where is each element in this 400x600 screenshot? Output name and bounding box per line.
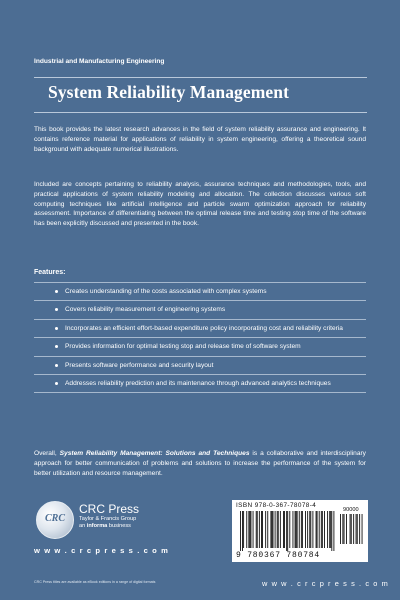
barcode-stripe bbox=[302, 511, 303, 548]
features-heading: Features: bbox=[34, 269, 66, 276]
barcode-stripe bbox=[249, 511, 250, 548]
small-barcode-stripe bbox=[340, 514, 341, 544]
barcode-stripe bbox=[333, 511, 334, 551]
small-barcode-stripe bbox=[346, 514, 347, 544]
bullet-icon bbox=[55, 290, 58, 293]
small-barcode-stripe bbox=[353, 514, 354, 544]
barcode-stripe bbox=[317, 511, 318, 548]
barcode-stripe bbox=[316, 511, 317, 548]
barcode-stripe bbox=[246, 511, 247, 548]
barcode-stripe bbox=[299, 511, 300, 548]
barcode-stripe bbox=[309, 511, 310, 548]
business-strong: informa bbox=[86, 523, 108, 529]
series-label: Industrial and Manufacturing Engineering bbox=[34, 58, 165, 65]
barcode-stripe bbox=[289, 511, 290, 548]
feature-item bbox=[34, 337, 366, 355]
description-paragraph-2: Included are concepts pertaining to reliability analysis, assurance techniques and methodologies, tools, and practical applications of system reliability modeling and allocation. The collection discusses various soft computing techniques like artificial intelligence and particle swarm optimization approach for reliability assessment. Importance of differentiating between the optimal release time and testing stop time of the software has been explicitly discussed and presented in the book. bbox=[34, 181, 366, 228]
barcode-stripe bbox=[259, 511, 260, 548]
title-rule-bottom bbox=[34, 112, 367, 113]
feature-item bbox=[34, 282, 366, 300]
bullet-icon bbox=[55, 308, 58, 311]
crc-logo-mark: CRC bbox=[44, 513, 65, 524]
small-barcode-stripe bbox=[362, 514, 363, 544]
barcode-icon bbox=[240, 511, 336, 551]
barcode-stripe bbox=[307, 511, 308, 548]
features-list bbox=[34, 282, 366, 393]
small-barcode-stripe bbox=[356, 514, 357, 544]
small-barcode-icon bbox=[340, 514, 364, 544]
barcode-stripe bbox=[312, 511, 313, 548]
barcode-stripe bbox=[273, 511, 274, 548]
barcode-stripe bbox=[275, 511, 276, 548]
small-barcode-stripe bbox=[342, 514, 343, 544]
barcode-stripe bbox=[267, 511, 268, 548]
barcode-stripe bbox=[253, 511, 254, 548]
barcode-stripe bbox=[321, 511, 322, 548]
barcode-stripe bbox=[270, 511, 271, 548]
summary-book-title: System Reliability Management: Solutions and Techniques bbox=[59, 450, 250, 457]
small-barcode-stripe bbox=[351, 514, 352, 544]
barcode-stripe bbox=[280, 511, 281, 548]
barcode-stripe bbox=[331, 511, 332, 551]
small-barcode-stripe bbox=[357, 514, 358, 544]
small-barcode-stripe bbox=[359, 514, 360, 544]
title-rule-top bbox=[34, 77, 367, 78]
barcode-stripe bbox=[256, 511, 257, 548]
barcode-stripe bbox=[297, 511, 298, 548]
business-prefix: an bbox=[79, 523, 87, 529]
barcode-stripe bbox=[295, 511, 296, 548]
barcode-stripe bbox=[243, 511, 244, 548]
feature-text: Incorporates an efficient effort-based expenditure policy incorporating cost and reliability criteria bbox=[65, 324, 343, 332]
publisher-name: CRC Press bbox=[79, 502, 140, 516]
feature-text: Addresses reliability prediction and its maintenance through advanced analytics techniques bbox=[65, 380, 331, 388]
barcode-stripe bbox=[240, 511, 241, 551]
barcode-stripe bbox=[278, 511, 279, 548]
publisher-group: Taylor & Francis Group bbox=[79, 516, 137, 522]
summary-paragraph bbox=[34, 449, 366, 478]
barcode-stripe bbox=[283, 511, 284, 548]
barcode-stripe bbox=[272, 511, 273, 548]
barcode-stripe bbox=[262, 511, 263, 548]
barcode-stripe bbox=[286, 511, 287, 551]
barcode-stripe bbox=[251, 511, 252, 548]
barcode-stripe bbox=[287, 511, 288, 551]
barcode-stripe bbox=[257, 511, 258, 548]
barcode-stripe bbox=[261, 511, 262, 548]
barcode-stripe bbox=[265, 511, 266, 548]
publisher-url-left[interactable]: w w w . c r c p r e s s . c o m bbox=[34, 546, 169, 555]
feature-text: Presents software performance and security layout bbox=[65, 361, 214, 369]
business-suffix: business bbox=[107, 523, 131, 529]
barcode-digits: 9 780367 780784 bbox=[236, 551, 321, 560]
book-title: System Reliability Management bbox=[48, 82, 290, 102]
barcode-stripe bbox=[319, 511, 320, 548]
barcode-stripe bbox=[327, 511, 328, 548]
summary-suffix: is a collaborative and interdisciplinary approach for better communication of problems and solutions to increase the performance of the system for better utilization and resource management. bbox=[34, 450, 366, 477]
barcode-stripe bbox=[322, 511, 323, 548]
publisher-block bbox=[79, 503, 139, 530]
feature-item bbox=[34, 374, 366, 393]
small-barcode-stripe bbox=[350, 514, 351, 544]
barcode-stripe bbox=[324, 511, 325, 548]
barcode-stripe bbox=[284, 511, 285, 548]
bullet-icon bbox=[55, 345, 58, 348]
description-paragraph-1: This book provides the latest research advances in the field of system reliability assurance and engineering. It contains reference material for applications of reliability in system engineering, offering a theoretical sound background with adequate numerical illustrations. bbox=[34, 126, 366, 153]
barcode-stripe bbox=[277, 511, 278, 548]
bullet-icon bbox=[55, 327, 58, 330]
small-barcode-stripe bbox=[344, 514, 345, 544]
isbn-label: ISBN 978-0-367-78078-4 bbox=[236, 502, 317, 509]
barcode-stripe bbox=[330, 511, 331, 548]
publisher-url-right[interactable]: w w w . c r c p r e s s . c o m bbox=[262, 579, 389, 588]
feature-item bbox=[34, 356, 366, 374]
barcode-stripe bbox=[301, 511, 302, 548]
barcode-stripe bbox=[242, 511, 243, 551]
summary-prefix: Overall, bbox=[34, 450, 60, 457]
barcode-stripe bbox=[293, 511, 294, 548]
barcode-stripe bbox=[329, 511, 330, 548]
barcode-stripe bbox=[305, 511, 306, 548]
barcode-stripe bbox=[310, 511, 311, 548]
bullet-icon bbox=[55, 364, 58, 367]
crc-logo-icon bbox=[36, 501, 74, 539]
feature-text: Provides information for optimal testing stop and release time of software system bbox=[65, 343, 301, 351]
barcode-stripe bbox=[248, 511, 249, 548]
feature-item bbox=[34, 300, 366, 318]
price-code: 90000 bbox=[343, 507, 359, 513]
feature-text: Covers reliability measurement of engineering systems bbox=[65, 306, 226, 314]
publisher-business bbox=[79, 523, 139, 530]
bullet-icon bbox=[55, 382, 58, 385]
feature-text: Creates understanding of the costs associated with complex systems bbox=[65, 288, 267, 295]
feature-item bbox=[34, 319, 366, 337]
fineprint: CRC Press titles are available as eBook editions in a range of digital formats bbox=[34, 580, 156, 584]
barcode-stripe bbox=[296, 511, 297, 548]
